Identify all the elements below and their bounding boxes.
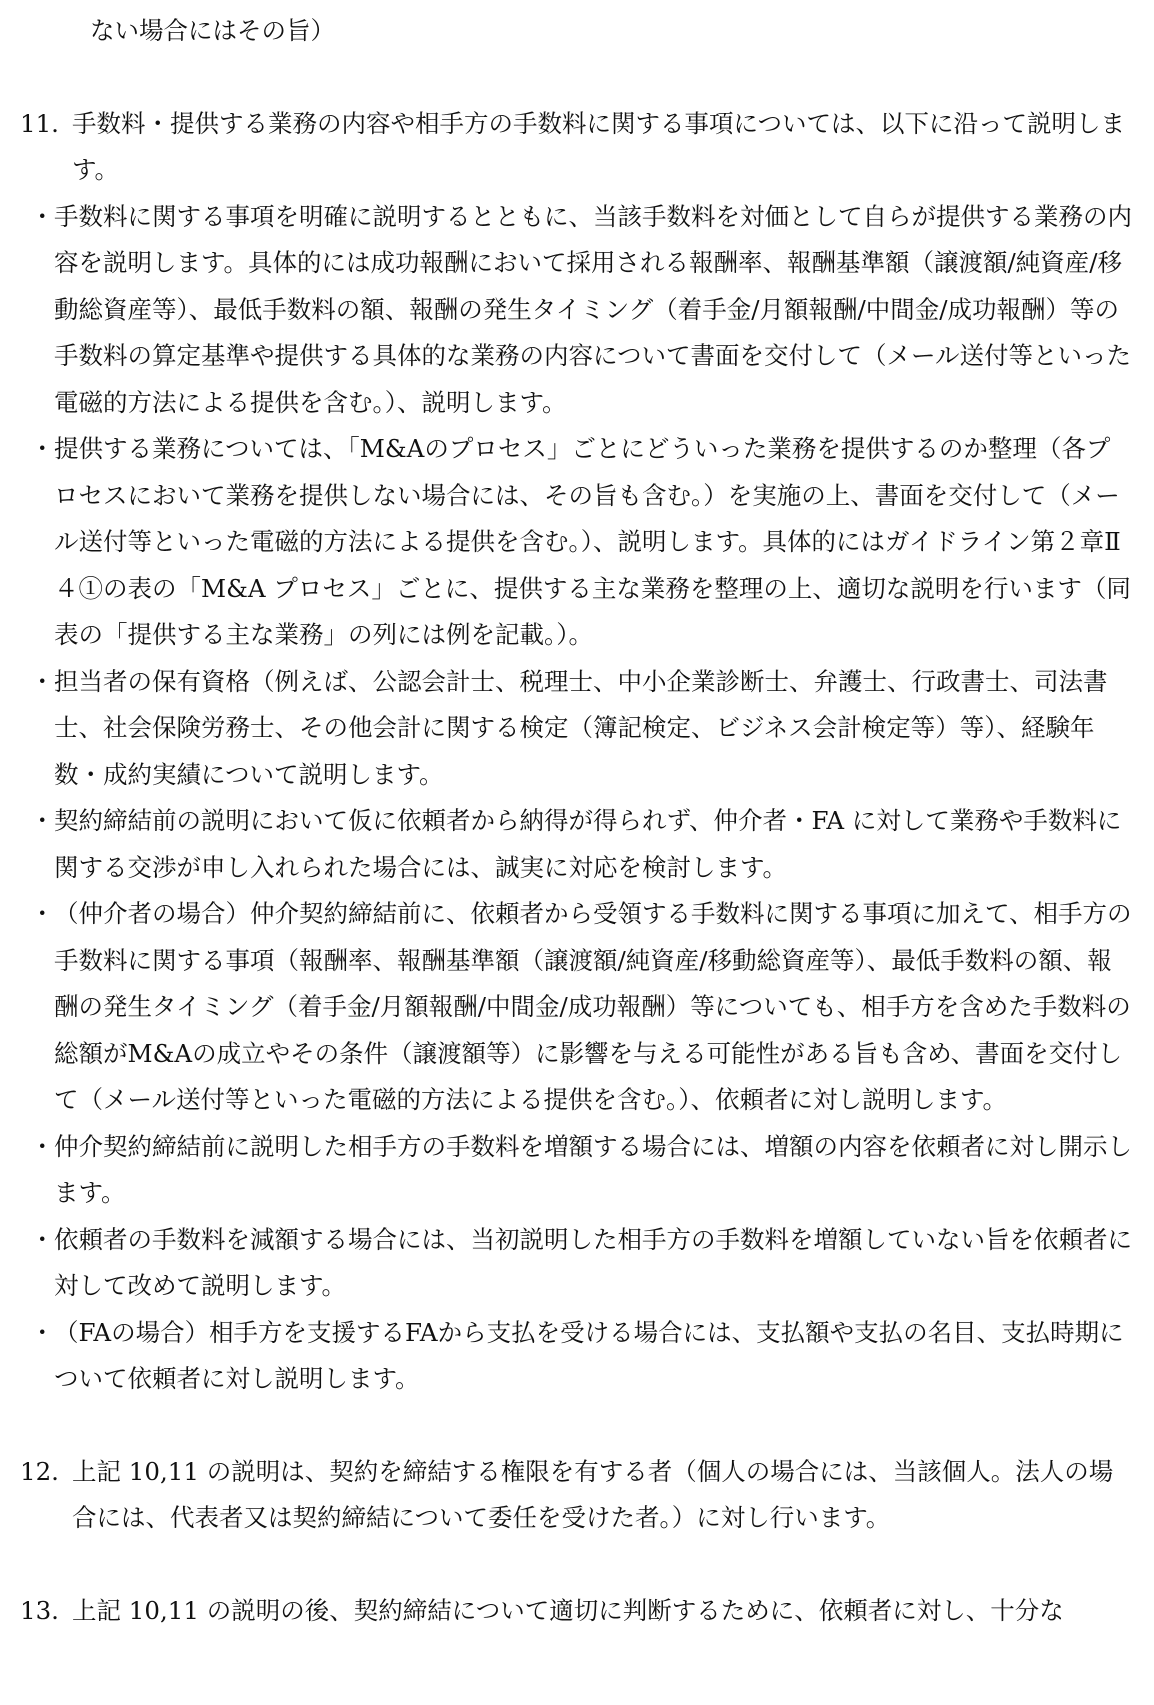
list-item: [20, 1310, 1134, 1403]
spacer: [20, 1403, 1134, 1449]
list-item: [20, 194, 1134, 427]
section-text: 上記 10,11 の説明は、契約を締結する権限を有する者（個人の場合には、当該個人。法人の場合には、代表者又は契約締結について委任を受けた者。）に対し行います。: [72, 1456, 1114, 1532]
bullet-icon: ・: [30, 806, 55, 835]
bullet-icon: ・: [30, 201, 55, 231]
list-item: [20, 1124, 1134, 1217]
list-item: [20, 1217, 1134, 1310]
bullet-text: 担当者の保有資格（例えば、公認会計士、税理士、中小企業診断士、弁護士、行政書士、司法書士、社会保険労務士、その他会計に関する検定（簿記検定、ビジネス会計検定等）等）、経験年数・成約実績について説明します。: [54, 666, 1108, 789]
bullet-text: 手数料に関する事項を明確に説明するとともに、当該手数料を対価として自らが提供する業務の内容を説明します。具体的には成功報酬において採用される報酬率、報酬基準額（譲渡額/純資産/移動総資産等）、最低手数料の額、報酬の発生タイミング（着手金/月額報酬/中間金/成功報酬）等の手数料の算定基準や提供する具体的な業務の内容について書面を交付して（メール送付等といった電磁的方法による提供を含む。）、説明します。: [54, 201, 1132, 417]
list-item: [20, 426, 1134, 659]
section-text: 手数料・提供する業務の内容や相手方の手数料に関する事項については、以下に沿って説明します。: [72, 108, 1126, 184]
bullet-text: 仲介契約締結前に説明した相手方の手数料を増額する場合には、増額の内容を依頼者に対し開示します。: [54, 1131, 1132, 1207]
section-number: 13.: [20, 1595, 59, 1625]
spacer: [20, 55, 1134, 101]
section-12: [20, 1449, 1134, 1542]
bullet-icon: ・: [30, 899, 55, 928]
bullet-icon: ・: [30, 1224, 55, 1254]
section-13: [20, 1588, 1134, 1635]
bullet-text: 依頼者の手数料を減額する場合には、当初説明した相手方の手数料を増額していない旨を依頼者に対して改めて説明します。: [54, 1224, 1132, 1300]
section-number: 12.: [20, 1456, 59, 1486]
bullet-icon: ・: [30, 1131, 55, 1161]
section-number: 11.: [20, 108, 59, 138]
continuation-line: ない場合にはその旨）: [90, 16, 335, 45]
bullet-text: （FAの場合）相手方を支援するFAから支払を受ける場合には、支払額や支払の名目、支払時期について依頼者に対し説明します。: [54, 1317, 1124, 1393]
bullet-icon: ・: [30, 434, 55, 463]
section-11: [20, 101, 1134, 194]
section-text: 上記 10,11 の説明の後、契約締結について適切に判断するために、依頼者に対し、十分な: [72, 1595, 1064, 1625]
list-item: [20, 798, 1134, 891]
list-item: [20, 659, 1134, 799]
bullet-icon: ・: [30, 666, 55, 696]
bullet-icon: ・: [30, 1317, 55, 1347]
bullet-list: [20, 194, 1134, 1403]
list-item: [20, 891, 1134, 1124]
spacer: [20, 1542, 1134, 1588]
bullet-text: （仲介者の場合）仲介契約締結前に、依頼者から受領する手数料に関する事項に加えて、相手方の手数料に関する事項（報酬率、報酬基準額（譲渡額/純資産/移動総資産等）、最低手数料の額、報酬の発生タイミング（着手金/月額報酬/中間金/成功報酬）等についても、相手方を含めた手数料の総額がM&Aの成立やその条件（譲渡額等）に影響を与える可能性がある旨も含め、書面を交付して（メール送付等といった電磁的方法による提供を含む。）、依頼者に対し説明します。: [54, 899, 1132, 1114]
bullet-text: 提供する業務については、「M&Aのプロセス」ごとにどういった業務を提供するのか整理（各プロセスにおいて業務を提供しない場合には、その旨も含む。）を実施の上、書面を交付して（メール送付等といった電磁的方法による提供を含む。）、説明します。具体的にはガイドライン第２章Ⅱ４①の表の「M&A プロセス」ごとに、提供する主な業務を整理の上、適切な説明を行います（同表の「提供する主な業務」の列には例を記載。）。: [54, 434, 1131, 649]
bullet-text: 契約締結前の説明において仮に依頼者から納得が得られず、仲介者・FA に対して業務や手数料に関する交渉が申し入れられた場合には、誠実に対応を検討します。: [54, 806, 1122, 882]
